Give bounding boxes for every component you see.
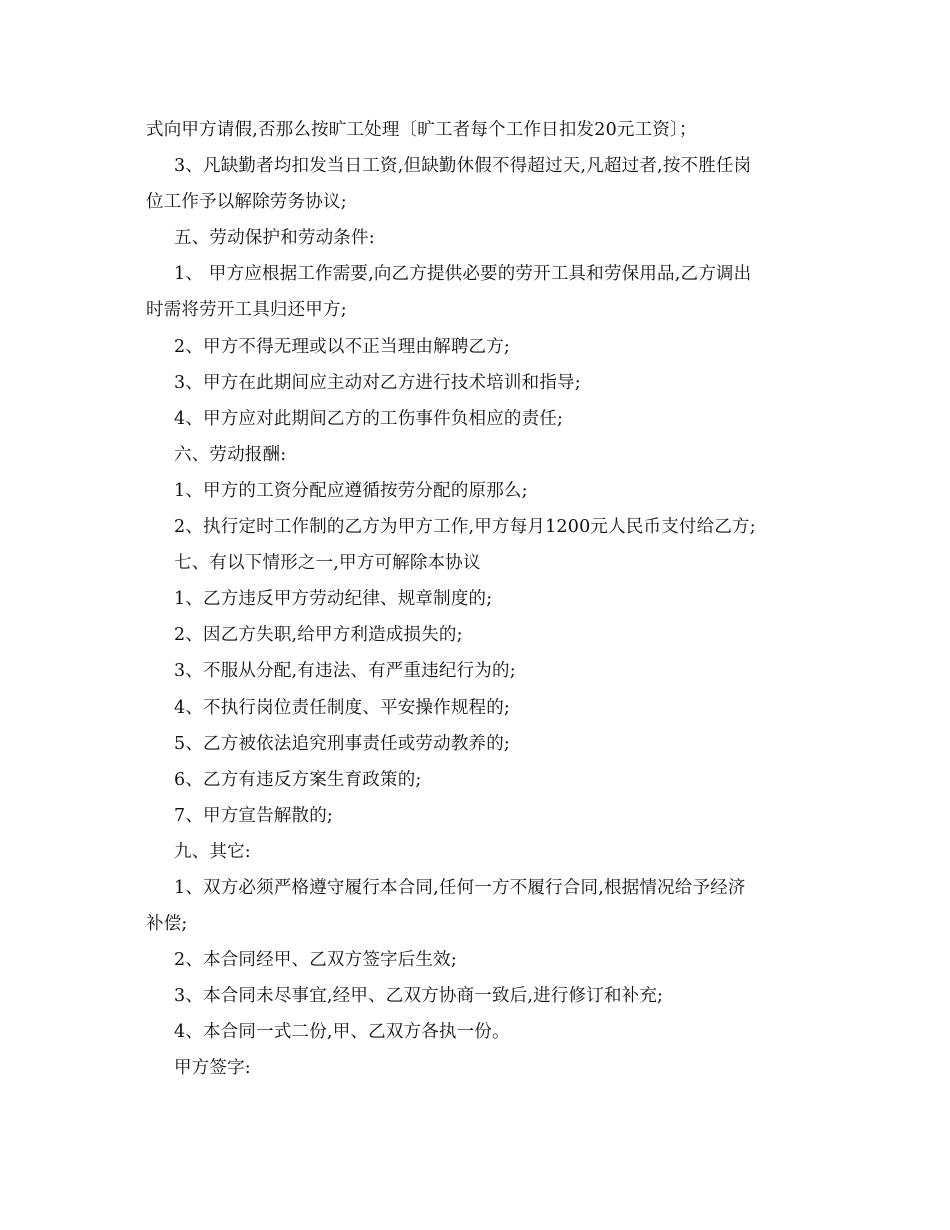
text-line: 2、本合同经甲、乙双方签字后生效; [174, 950, 457, 971]
text-line: 7、甲方宣告解散的; [174, 805, 334, 826]
text-line: 位工作予以解除劳务协议; [146, 192, 347, 213]
contract-body [146, 112, 806, 1087]
text-line: 1、甲方的工资分配应遵循按劳分配的原那么; [174, 480, 528, 501]
text-line: 5、乙方被依法追究刑事责任或劳动教养的; [174, 733, 511, 754]
text-line: 2、执行定时工作制的乙方为甲方工作,甲方每月1200元人民币支付给乙方; [174, 517, 756, 538]
text-line: 九、其它: [174, 841, 251, 862]
text-line: 3、不服从分配,有违法、有严重违纪行为的; [174, 661, 516, 682]
text-line: 七、有以下情形之一,甲方可解除本协议 [174, 553, 481, 574]
text-line: 4、本合同一式二份,甲、乙双方各执一份。 [174, 1022, 510, 1043]
text-line: 3、甲方在此期间应主动对乙方进行技术培训和指导; [174, 372, 581, 393]
text-line: 3、本合同未尽事宜,经甲、乙双方协商一致后,进行修订和补充; [174, 986, 664, 1007]
text-line: 时需将劳开工具归还甲方; [146, 300, 347, 321]
text-line: 五、劳动保护和劳动条件: [174, 228, 375, 249]
text-line: 4、甲方应对此期间乙方的工伤事件负相应的责任; [174, 408, 564, 429]
text-line: 式向甲方请假,否那么按旷工处理〔旷工者每个工作日扣发20元工资〕； [146, 120, 697, 140]
text-line: 补偿; [146, 914, 188, 935]
text-line: 2、甲方不得无理或以不正当理由解聘乙方; [174, 336, 511, 357]
text-line: 2、因乙方失职,给甲方利造成损失的; [174, 625, 463, 646]
text-line: 6、乙方有违反方案生育政策的; [174, 769, 422, 790]
text-line: 3、凡缺勤者均扣发当日工资,但缺勤休假不得超过天,凡超过者,按不胜任岗 [174, 156, 752, 177]
text-line: 甲方签字: [174, 1058, 251, 1079]
text-line: 1、双方必须严格遵守履行本合同,任何一方不履行合同,根据情况给予经济 [174, 877, 746, 898]
text-line: 4、不执行岗位责任制度、平安操作规程的; [174, 697, 511, 718]
text-line: 1、乙方违反甲方劳动纪律、规章制度的; [174, 589, 493, 610]
text-line: 1、 甲方应根据工作需要,向乙方提供必要的劳开工具和劳保用品,乙方调出 [174, 264, 752, 285]
text-line: 六、劳动报酬: [174, 444, 287, 465]
